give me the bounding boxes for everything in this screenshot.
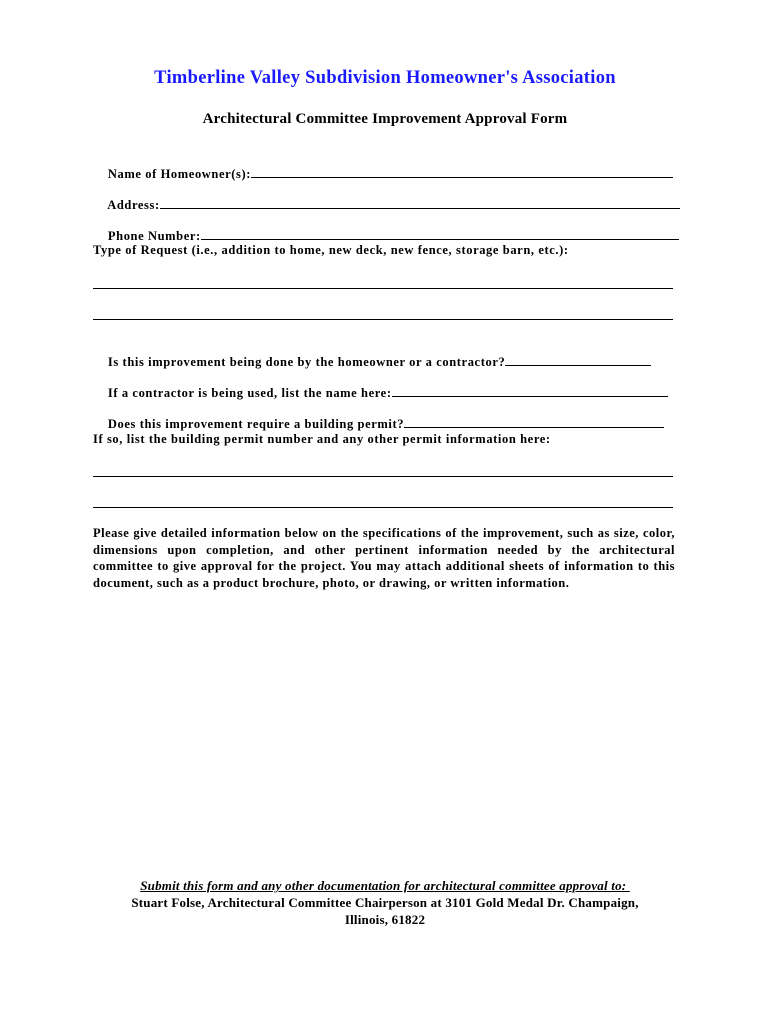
permit-info-label: If so, list the building permit number and any other permit information here: [93, 432, 551, 446]
form-title: Architectural Committee Improvement Approval Form [202, 111, 568, 127]
submit-instructions: Submit this form and any other documentation for architectural committee approval to: [140, 878, 627, 893]
contractor-label: If a contractor is being used, list the name here: [107, 386, 392, 400]
contractor-input-line[interactable] [392, 384, 668, 397]
name-input-line[interactable] [251, 165, 673, 178]
who-input-line[interactable] [505, 353, 651, 366]
request-type-label: Type of Request (i.e., addition to home, new deck, new fence, storage barn, etc.): [93, 243, 569, 257]
phone-label: Phone Number: [107, 229, 201, 243]
instructions-paragraph: Please give detailed information below on the specifications of the improvement, such as size, color, dimensions upon completion, and other pertinent information needed by the architectural committee to give approval for the project. You may attach additional sheets of information to this document, such as a product brochure, photo, or drawing, or written information. [93, 526, 675, 590]
permit-label: Does this improvement require a building permit? [107, 417, 405, 431]
submission-footer [0, 877, 770, 928]
request-type-line-1[interactable] [93, 288, 673, 289]
permit-info-line-1[interactable] [93, 476, 673, 477]
request-type-line-2[interactable] [93, 319, 673, 320]
phone-input-line[interactable] [201, 227, 679, 240]
name-label: Name of Homeowner(s): [107, 167, 252, 181]
permit-input-line[interactable] [404, 415, 664, 428]
association-title: Timberline Valley Subdivision Homeowner's Association [154, 68, 616, 88]
submit-address-line-1: Stuart Folse, Architectural Committee Chairperson at 3101 Gold Medal Dr. Champaign, [131, 895, 639, 910]
who-label: Is this improvement being done by the homeowner or a contractor? [107, 355, 506, 369]
address-label: Address: [107, 198, 160, 212]
submit-address-line-2: Illinois, 61822 [344, 912, 426, 927]
address-input-line[interactable] [160, 196, 680, 209]
permit-info-line-2[interactable] [93, 507, 673, 508]
